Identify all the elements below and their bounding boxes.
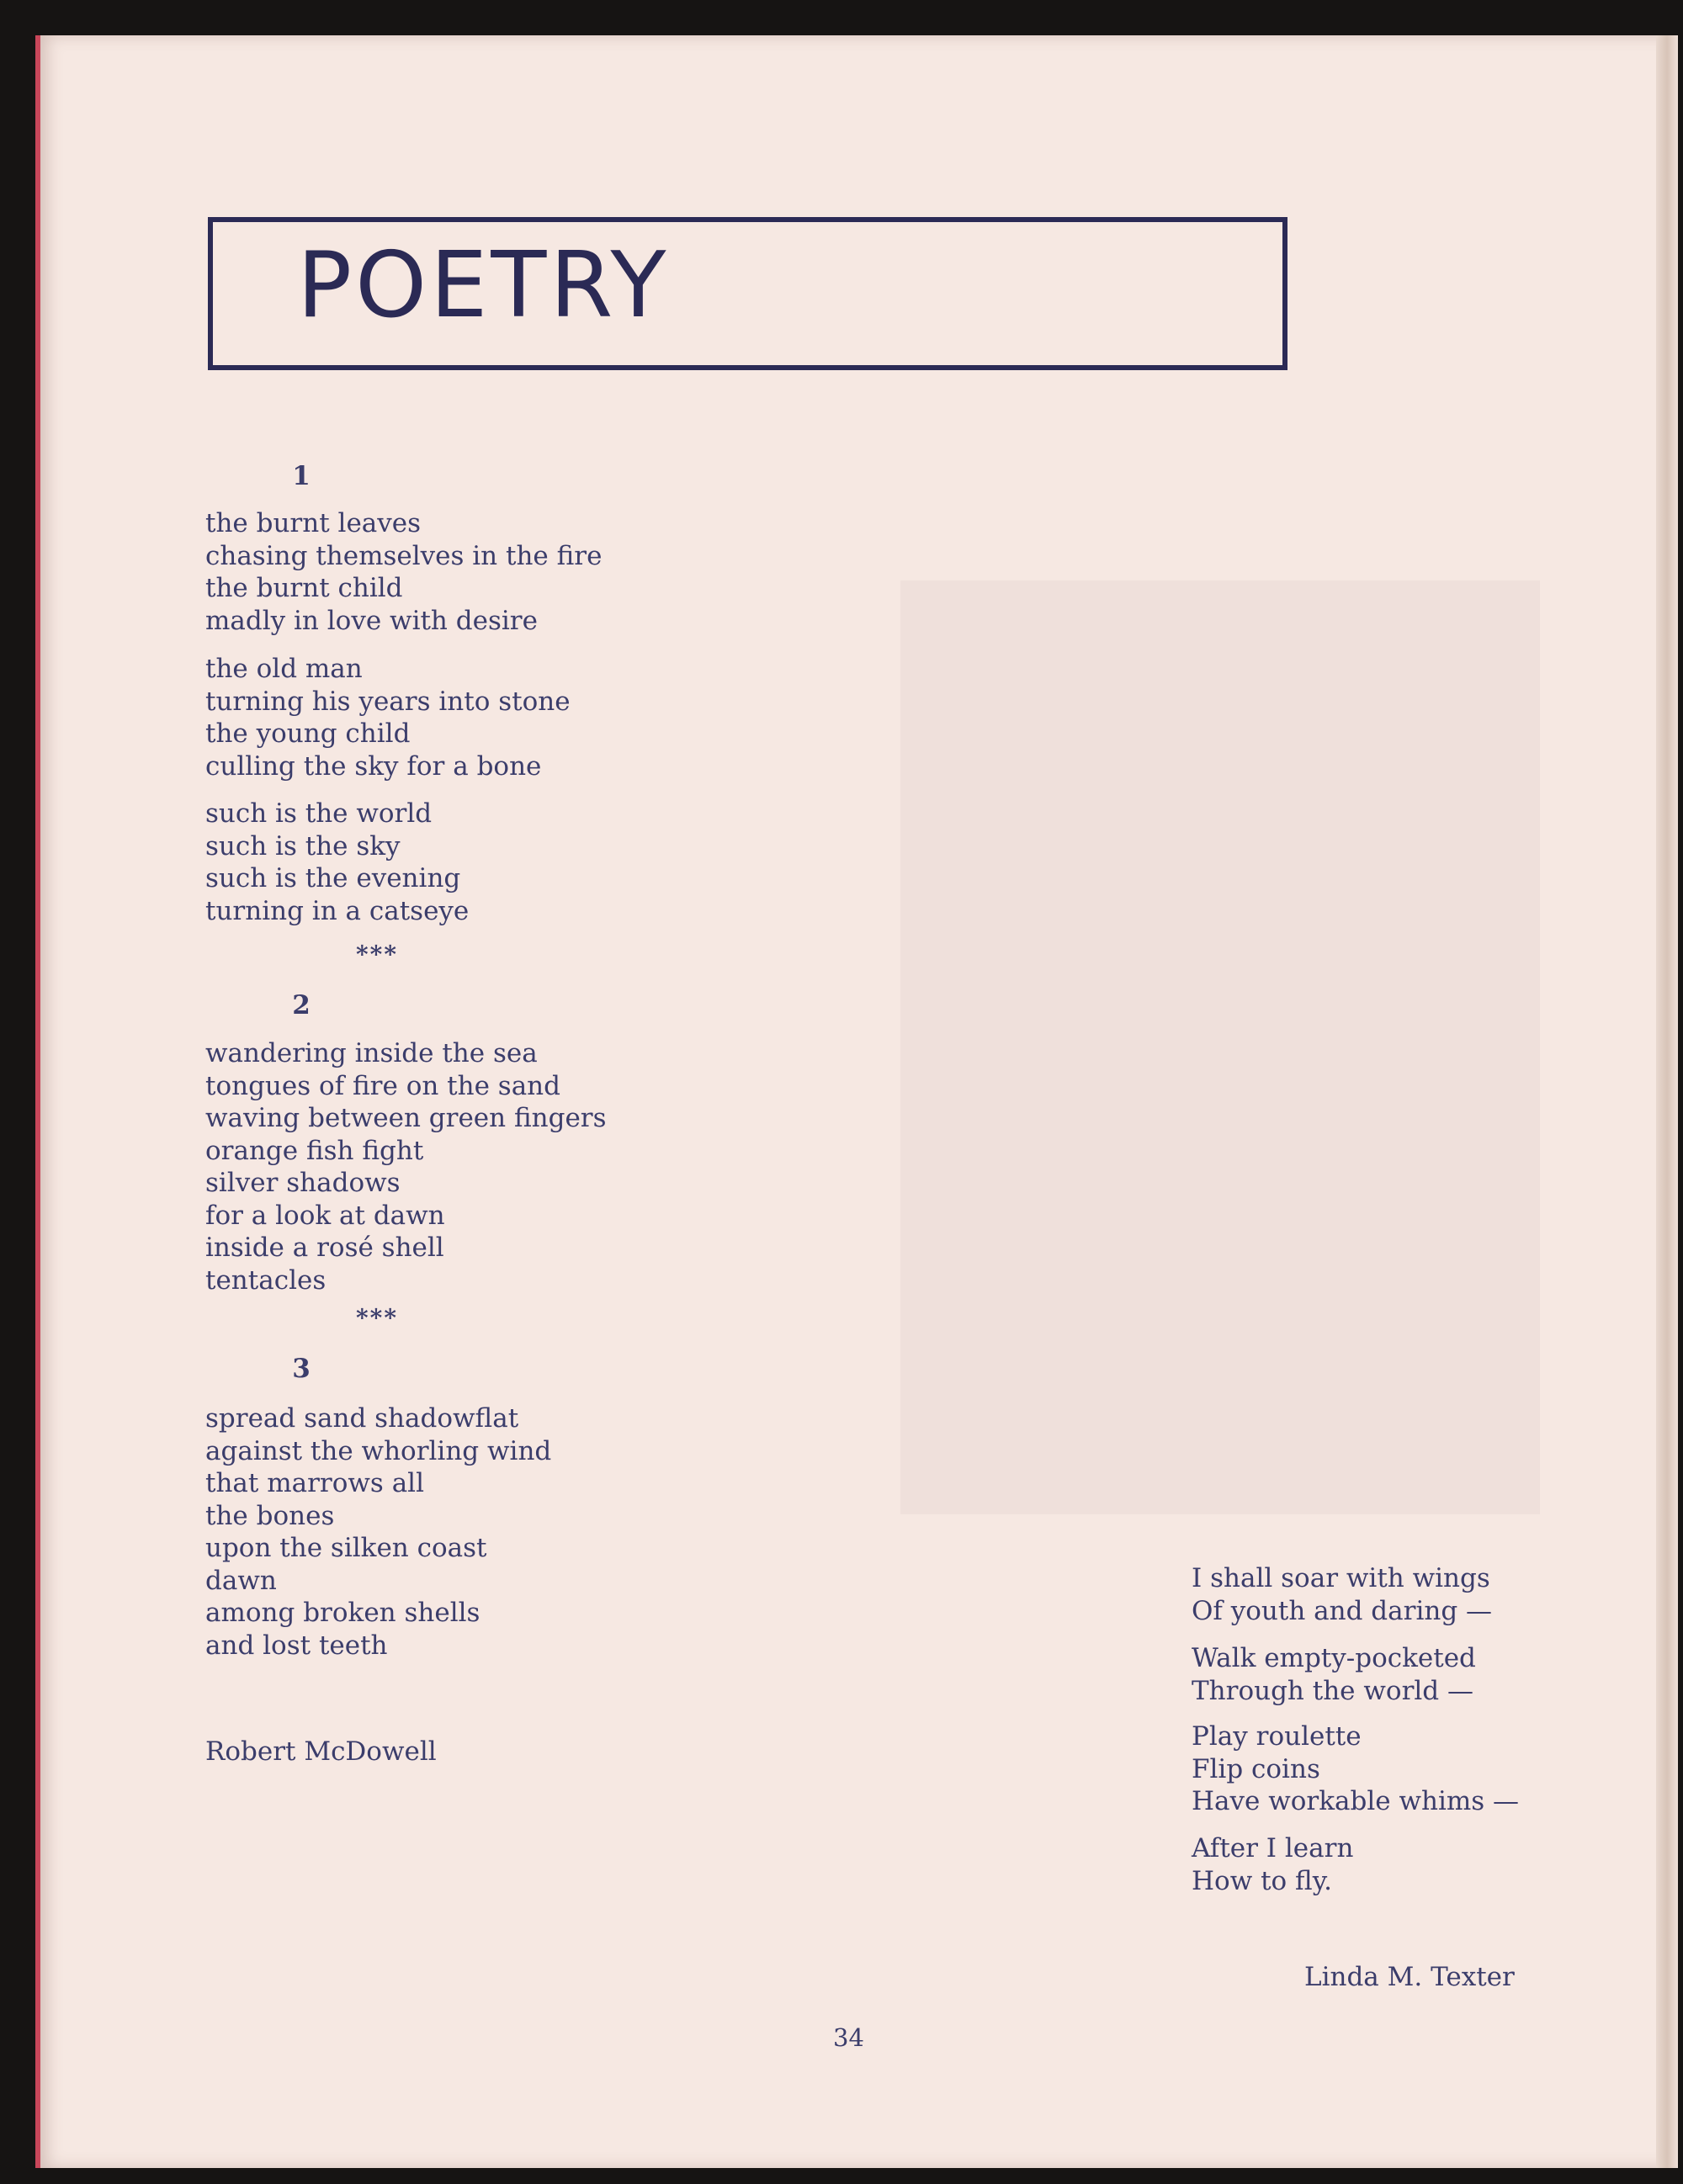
poem-line: waving between green fingers <box>205 1103 607 1133</box>
poem-number-1: 1 <box>292 461 311 491</box>
poem-number-3: 3 <box>292 1354 311 1384</box>
poem-line: such is the world <box>205 798 433 829</box>
poem-line: How to fly. <box>1192 1865 1332 1896</box>
poem-line: and lost teeth <box>205 1630 388 1661</box>
poem-line: orange fish fight <box>205 1135 424 1166</box>
poem-line: turning in a catseye <box>205 895 470 926</box>
poem1-stanza-1 <box>205 507 602 637</box>
poem-line: such is the evening <box>205 863 461 893</box>
poem-line: upon the silken coast <box>205 1533 487 1563</box>
poem4-stanza-4 <box>1192 1832 1353 1897</box>
poem-line: wandering inside the sea <box>205 1038 538 1068</box>
poem-line: Walk empty-pocketed <box>1192 1643 1476 1673</box>
poem-line: the bones <box>205 1500 335 1531</box>
poem-line: the young child <box>205 718 411 749</box>
show-through-shadow <box>900 580 1540 1514</box>
separator-stars-1: *** <box>356 941 398 968</box>
poem-line: such is the sky <box>205 830 401 861</box>
poem4-stanza-3 <box>1192 1720 1519 1818</box>
poem-line: madly in love with desire <box>205 605 538 636</box>
poem-line: spread sand shadowflat <box>205 1403 519 1434</box>
title-box <box>208 217 1287 370</box>
poem2-stanza <box>205 1037 607 1296</box>
separator-stars-2: *** <box>356 1304 398 1332</box>
poem-line: Of youth and daring — <box>1192 1595 1493 1626</box>
poem4-stanza-2 <box>1192 1642 1476 1707</box>
poem-line: tentacles <box>205 1264 327 1296</box>
poem-line: tongues of fire on the sand <box>205 1070 560 1101</box>
page-edge <box>1656 35 1678 2168</box>
poem-line: chasing themselves in the fire <box>205 540 603 571</box>
poem-line: the old man <box>205 654 363 684</box>
author-linda-texter: Linda M. Texter <box>1304 1962 1515 1992</box>
poem1-stanza-3 <box>205 798 469 927</box>
poem-line: the burnt leaves <box>205 508 422 538</box>
page-number: 34 <box>833 2023 864 2052</box>
poem-line: turning his years into stone <box>205 686 571 717</box>
poem1-stanza-2 <box>205 653 571 782</box>
poem-line: inside a rosé shell <box>205 1232 444 1263</box>
poem4-stanza-1 <box>1192 1562 1492 1627</box>
page-title: POETRY <box>297 233 670 338</box>
poem-line: Flip coins <box>1192 1753 1320 1784</box>
poem-line: Have workable whims — <box>1192 1786 1520 1816</box>
author-robert-mcdowell: Robert McDowell <box>205 1736 437 1767</box>
poem-line: against the whorling wind <box>205 1435 552 1466</box>
poem-line: for a look at dawn <box>205 1200 445 1231</box>
poem-line: Through the world — <box>1192 1675 1474 1706</box>
poem-line: After I learn <box>1192 1833 1354 1863</box>
poem3-stanza <box>205 1402 551 1662</box>
poem-line: dawn <box>205 1565 277 1596</box>
poem-number-2: 2 <box>292 990 311 1020</box>
poem-line: that marrows all <box>205 1468 425 1498</box>
poem-line: among broken shells <box>205 1598 480 1628</box>
poem-line: silver shadows <box>205 1168 401 1198</box>
poem-line: Play roulette <box>1192 1721 1362 1752</box>
poem-line: the burnt child <box>205 573 403 603</box>
poem-line: culling the sky for a bone <box>205 750 542 782</box>
poem-line: I shall soar with wings <box>1192 1563 1490 1593</box>
